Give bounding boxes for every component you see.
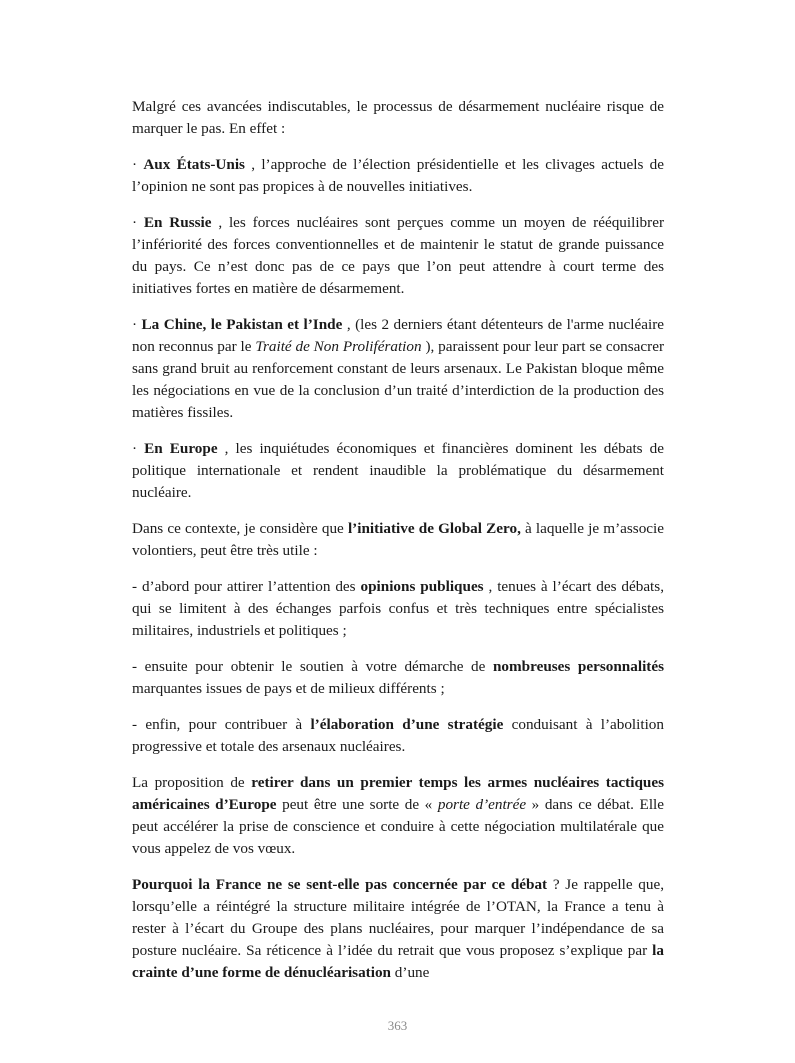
paragraph-public-opinion: - d’abord pour attirer l’attention des opinions publiques , tenues à l’écart des débats, qui se limitent à des échanges parfois confus et très techniques entre spécialistes militaires, industriels et politiques ; [132,578,664,639]
document-body [132,96,664,998]
paragraph-tactical-weapons: La proposition de retirer dans un premier temps les armes nucléaires tactiques américaines d’Europe peut être une sorte de « porte d’entrée » dans ce débat. Elle peut accélérer la prise de conscience et conduire à cette négociation multilatérale que vous appelez de vos vœux. [132,774,665,857]
paragraph-france: Pourquoi la France ne se sent-elle pas concernée par ce débat ? Je rappelle que, lorsqu’elle a réintégré la structure militaire intégrée de l’OTAN, la France a tenu à rester à l’écart du Groupe des plans nucléaires, pour marquer l’indépendance de sa posture nucléaire. Sa réticence à l’idée du retrait que vous proposez s’explique par la crainte d’une forme de dénucléarisation d’une [132,876,664,981]
paragraph-europe: · En Europe , les inquiétudes économiques et financières dominent les débats de politique internationale et rendent inaudible la problématique du désarmement nucléaire. [132,440,664,501]
paragraph-personalities: - ensuite pour obtenir le soutien à votre démarche de nombreuses personnalités marquantes issues de pays et de milieux différents ; [132,658,664,697]
paragraph-global-zero: Dans ce contexte, je considère que l’initiative de Global Zero, à laquelle je m’associe volontiers, peut être très utile : [132,520,664,559]
paragraph-china-pakistan-india: · La Chine, le Pakistan et l’Inde , (les 2 derniers étant détenteurs de l'arme nucléaire non reconnus par le Traité de Non Prolifération ), paraissent pour leur part se consacrer sans grand bruit au renforcement constant de leurs arsenaux. Le Pakistan bloque même les négociations en vue de la conclusion d’un traité d’interdiction de la production des matières fissiles. [132,316,665,421]
paragraph-strategy: - enfin, pour contribuer à l’élaboration d’une stratégie conduisant à l’abolition progressive et totale des arsenaux nucléaires. [132,716,664,755]
paragraph-intro: Malgré ces avancées indiscutables, le processus de désarmement nucléaire risque de marquer le pas. En effet : [132,98,664,137]
paragraph-usa: · Aux États-Unis , l’approche de l’élection présidentielle et les clivages actuels de l’opinion ne sont pas propices à de nouvelles initiatives. [132,156,665,195]
page-number: 363 [387,1018,408,1033]
paragraph-russia: · En Russie , les forces nucléaires sont perçues comme un moyen de rééquilibrer l’infériorité des forces conventionnelles et de maintenir le statut de grande puissance du pays. Ce n’est donc pas de ce pays que l’on peut attendre à court terme des initiatives fortes en matière de désarmement. [132,214,665,297]
